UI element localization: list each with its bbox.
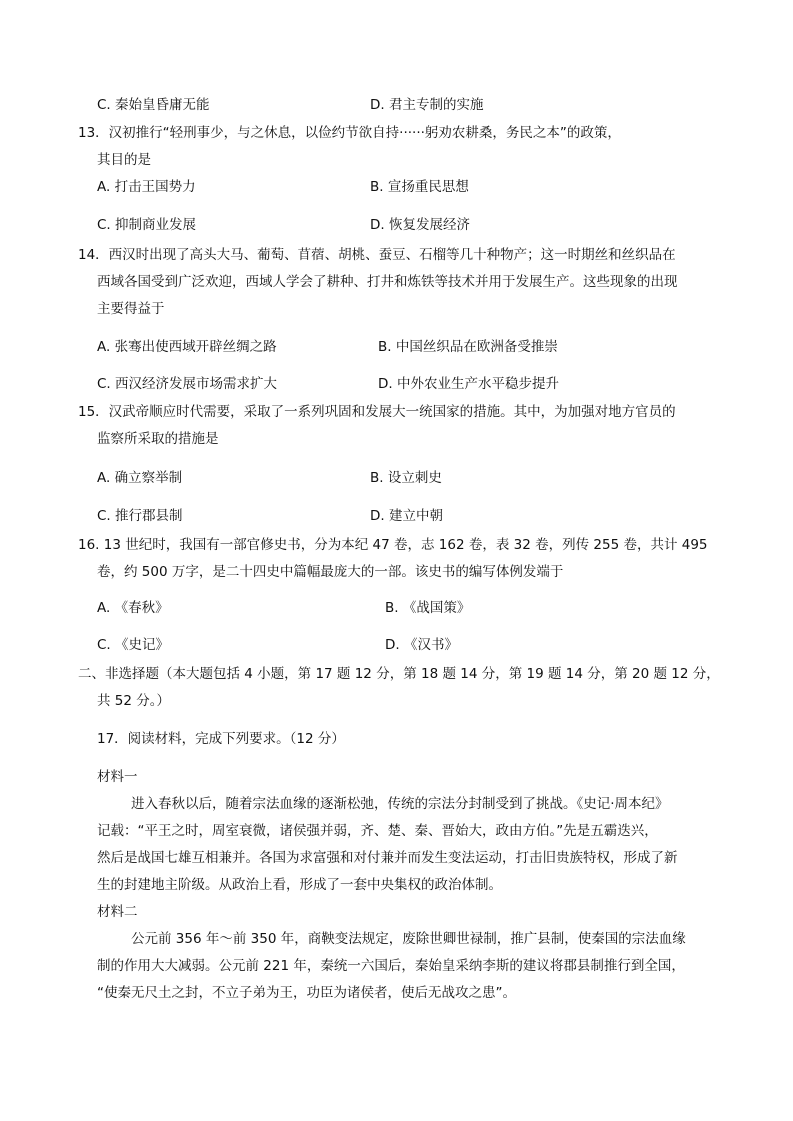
q15-option-a[interactable]: A. 确立察举制 <box>97 470 183 486</box>
q13-option-d[interactable]: D. 恢复发展经济 <box>370 217 470 233</box>
q14-stem-line1: 14．西汉时出现了高头大马、葡萄、苜蓿、胡桃、蚕豆、石榴等几十种物产；这一时期丝和丝织品在 <box>78 247 676 263</box>
q17-material2-line1: 公元前 356 年～前 350 年，商鞅变法规定，废除世卿世禄制，推广县制，使秦国的宗法血缘 <box>131 931 686 947</box>
q13-stem-line1: 13．汉初推行“轻刑事少，与之休息，以俭约节欲自持······躬劝农耕桑，务民之本”的政策， <box>78 125 621 141</box>
q17-material1-line3: 然后是战国七雄互相兼并。各国为求富强和对付兼并而发生变法运动，打击旧贵族特权，形成了新 <box>97 850 678 866</box>
q14-option-b[interactable]: B. 中国丝织品在欧洲备受推崇 <box>378 339 558 355</box>
q15-option-d[interactable]: D. 建立中朝 <box>370 508 443 524</box>
q17-material1-line4: 生的封建地主阶级。从政治上看，形成了一套中央集权的政治体制。 <box>97 877 502 893</box>
q17-stem: 17．阅读材料，完成下列要求。（12 分） <box>97 731 345 747</box>
q16-option-a[interactable]: A. 《春秋》 <box>97 600 169 616</box>
q13-option-c[interactable]: C. 抑制商业发展 <box>97 217 197 233</box>
q16-option-d[interactable]: D. 《汉书》 <box>385 637 458 653</box>
q17-material2-line3: “使秦无尺土之封，不立子弟为王，功臣为诸侯者，使后无战攻之患”。 <box>97 985 516 1001</box>
q13-option-a[interactable]: A. 打击王国势力 <box>97 179 196 195</box>
q13-stem-line2: 其目的是 <box>97 152 151 168</box>
q14-stem-line2: 西域各国受到广泛欢迎，西域人学会了耕种、打井和炼铁等技术并用于发展生产。这些现象的出现 <box>97 274 678 290</box>
q16-option-c[interactable]: C. 《史记》 <box>97 637 170 653</box>
q17-material1-line1: 进入春秋以后，随着宗法血缘的逐渐松弛，传统的宗法分封制受到了挑战。《史记·周本纪》 <box>131 796 669 812</box>
q16-option-b[interactable]: B. 《战国策》 <box>385 600 471 616</box>
q14-option-d[interactable]: D. 中外农业生产水平稳步提升 <box>378 376 559 392</box>
section2-header-line2: 共 52 分。） <box>97 693 171 709</box>
q14-option-c[interactable]: C. 西汉经济发展市场需求扩大 <box>97 376 278 392</box>
q15-stem-line2: 监察所采取的措施是 <box>97 431 219 447</box>
q14-stem-line3: 主要得益于 <box>97 301 165 317</box>
q12-option-d[interactable]: D. 君主专制的实施 <box>370 97 484 113</box>
q15-stem-line1: 15．汉武帝顺应时代需要，采取了一系列巩固和发展大一统国家的措施。其中，为加强对地方官员的 <box>78 404 676 420</box>
q17-material1-title: 材料一 <box>97 769 138 785</box>
q17-material1-line2: 记载：“平王之时，周室衰微，诸侯强并弱，齐、楚、秦、晋始大，政由方伯。”先是五霸迭兴， <box>97 823 658 839</box>
q17-material2-line2: 制的作用大大减弱。公元前 221 年，秦统一六国后，秦始皇采纳李斯的建议将郡县制推行到全国， <box>97 958 685 974</box>
q12-option-c[interactable]: C. 秦始皇昏庸无能 <box>97 97 210 113</box>
q16-stem-line2: 卷，约 500 万字，是二十四史中篇幅最庞大的一部。该史书的编写体例发端于 <box>97 564 564 580</box>
q14-option-a[interactable]: A. 张骞出使西域开辟丝绸之路 <box>97 339 277 355</box>
q15-option-c[interactable]: C. 推行郡县制 <box>97 508 183 524</box>
q15-option-b[interactable]: B. 设立刺史 <box>370 470 442 486</box>
q13-option-b[interactable]: B. 宣扬重民思想 <box>370 179 469 195</box>
section2-header-line1: 二、非选择题（本大题包括 4 小题，第 17 题 12 分，第 18 题 14 分，第 19 题 14 分，第 20 题 12 分， <box>78 666 720 682</box>
q16-stem-line1: 16. 13 世纪时，我国有一部官修史书，分为本纪 47 卷，志 162 卷，表 32 卷，列传 255 卷，共计 495 <box>78 537 708 553</box>
q17-material2-title: 材料二 <box>97 904 138 920</box>
